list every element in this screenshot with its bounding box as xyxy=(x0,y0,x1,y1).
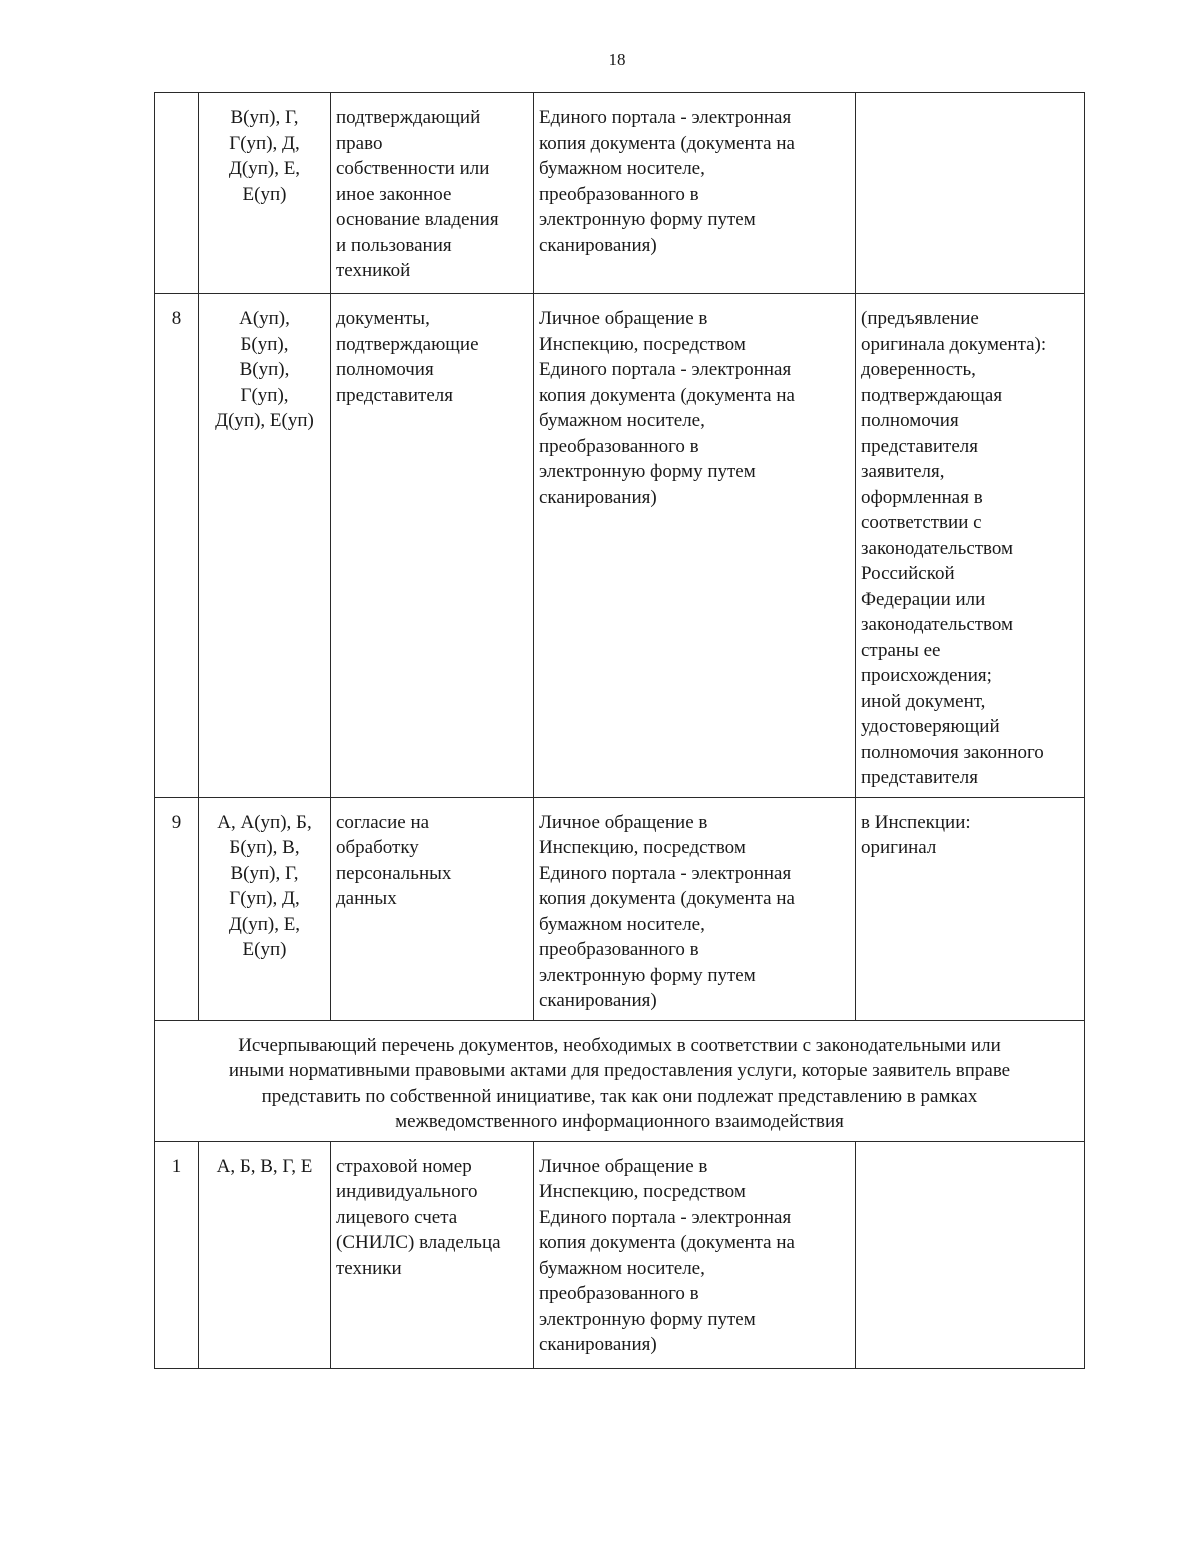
document-name-cell: страховой номер индивидуального лицевого счета (СНИЛС) владельца техники xyxy=(331,1141,534,1368)
section-heading: Исчерпывающий перечень документов, необходимых в соответствии с законодательными или иными нормативными правовыми актами для предоставления услуги, которые заявитель вправе представить по собственной инициативе, так как они подлежат представлению в рамках межведомственного информационного взаимодействия xyxy=(155,1020,1085,1141)
page-number: 18 xyxy=(608,50,626,69)
applicant-categories-cell: А, А(уп), Б, Б(уп), В, В(уп), Г, Г(уп), Д, Д(уп), Е, Е(уп) xyxy=(199,797,331,1020)
document-form-cell: (предъявление оригинала документа): доверенность, подтверждающая полномочия представителя заявителя, оформленная в соответствии с законодательством Российской Федерации или законодательством страны ее происхождения; иной документ, удостоверяющий полномочия законного представителя xyxy=(856,294,1085,798)
section-heading-row xyxy=(155,1020,1085,1141)
table-row xyxy=(155,1141,1085,1368)
document-form-cell: в Инспекции: оригинал xyxy=(856,797,1085,1020)
document-form-cell xyxy=(856,93,1085,294)
applicant-categories-cell: В(уп), Г, Г(уп), Д, Д(уп), Е, Е(уп) xyxy=(199,93,331,294)
row-number-cell: 9 xyxy=(155,797,199,1020)
document-form-cell xyxy=(856,1141,1085,1368)
row-number-cell: 8 xyxy=(155,294,199,798)
document-name-cell: документы, подтверждающие полномочия представителя xyxy=(331,294,534,798)
submission-method-cell: Личное обращение в Инспекцию, посредством Единого портала - электронная копия документа (документа на бумажном носителе, преобразованного в электронную форму путем сканирования) xyxy=(534,797,856,1020)
applicant-categories-cell: А(уп), Б(уп), В(уп), Г(уп), Д(уп), Е(уп) xyxy=(199,294,331,798)
submission-method-cell: Единого портала - электронная копия документа (документа на бумажном носителе, преобразованного в электронную форму путем сканирования) xyxy=(534,93,856,294)
table-row xyxy=(155,797,1085,1020)
applicant-categories-cell: А, Б, В, Г, Е xyxy=(199,1141,331,1368)
row-number-cell: 1 xyxy=(155,1141,199,1368)
table-row xyxy=(155,93,1085,294)
document-name-cell: подтверждающий право собственности или иное законное основание владения и пользования техникой xyxy=(331,93,534,294)
documents-table xyxy=(154,92,1085,1369)
submission-method-cell: Личное обращение в Инспекцию, посредством Единого портала - электронная копия документа (документа на бумажном носителе, преобразованного в электронную форму путем сканирования) xyxy=(534,1141,856,1368)
submission-method-cell: Личное обращение в Инспекцию, посредством Единого портала - электронная копия документа (документа на бумажном носителе, преобразованного в электронную форму путем сканирования) xyxy=(534,294,856,798)
document-name-cell: согласие на обработку персональных данных xyxy=(331,797,534,1020)
table-row xyxy=(155,294,1085,798)
row-number-cell xyxy=(155,93,199,294)
